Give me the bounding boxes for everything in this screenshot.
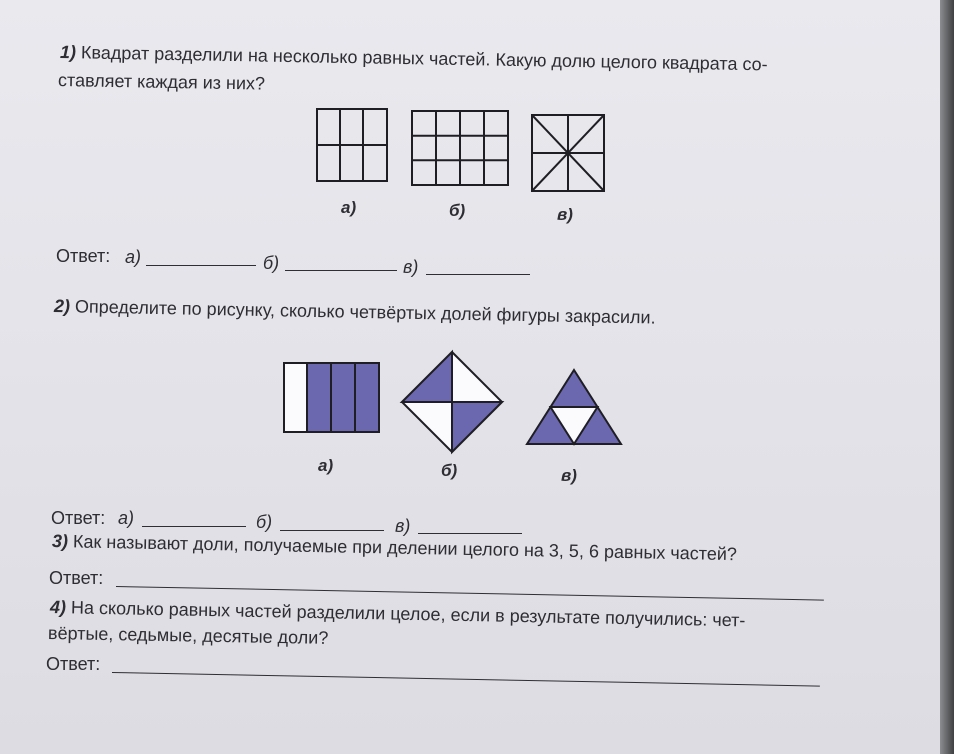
task2-answer-line-a[interactable] <box>142 526 246 527</box>
task2-question-line1: Определите по рисунку, сколько четвёртых долей фигуры закрасили. <box>74 296 656 328</box>
task1-number: 1) <box>59 42 77 63</box>
task1-text-line1 <box>60 42 768 75</box>
task2-answer-prefix: Ответ: <box>51 508 106 528</box>
task1-answer-label-v: в) <box>403 257 419 277</box>
task2-text-line1 <box>54 296 656 329</box>
task1-label-b: б) <box>449 201 466 220</box>
task4-question-line2: вёртые, седьмые, десятые доли? <box>47 623 329 648</box>
task3-answer-prefix: Ответ: <box>49 568 104 588</box>
task2-answer-line-v[interactable] <box>418 533 522 534</box>
task2-figure-a <box>283 362 381 434</box>
task1-question-line1: Квадрат разделили на несколько равных частей. Какую долю целого квадрата со- <box>80 42 768 75</box>
task2-number: 2) <box>53 296 71 317</box>
task1-answer-label-a: а) <box>125 247 142 267</box>
task4-number: 4) <box>49 597 67 618</box>
task1-label-a: а) <box>341 198 357 217</box>
task4-answer-line[interactable] <box>112 672 820 687</box>
task3-number: 3) <box>51 531 69 552</box>
task3-answer-line[interactable] <box>116 586 824 601</box>
task1-answer-line-v[interactable] <box>426 274 530 275</box>
task1-label-v: в) <box>557 205 573 224</box>
page-edge-shadow <box>940 0 954 754</box>
task1-figure-b <box>411 110 509 186</box>
task2-label-a: а) <box>318 456 334 475</box>
task4-answer-prefix: Ответ: <box>46 654 101 674</box>
task1-answer-label-b: б) <box>263 253 280 273</box>
task4-question-line1: На сколько равных частей разделили целое, если в результате получились: чет- <box>70 597 746 631</box>
task2-answer-label-v: в) <box>395 516 411 536</box>
task2-figure-v <box>526 368 624 446</box>
task2-answer-label-b: б) <box>256 512 273 532</box>
task1-answer-line-b[interactable] <box>285 270 397 271</box>
task2-answer-label-a: а) <box>118 508 135 528</box>
task1-answer-line-a[interactable] <box>146 265 256 266</box>
task1-answer-prefix: Ответ: <box>56 246 111 266</box>
task2-label-v: в) <box>561 466 577 485</box>
task1-question-line2: ставляет каждая из них? <box>57 70 266 94</box>
task2-label-b: б) <box>441 461 458 480</box>
task2-answer-line-b[interactable] <box>280 530 384 531</box>
task2-figure-b <box>400 350 504 454</box>
task1-figure-a <box>316 108 388 184</box>
task3-question-line1: Как называют доли, получаемые при делении целого на 3, 5, 6 равных частей? <box>72 531 738 565</box>
task1-figure-v <box>531 114 605 192</box>
